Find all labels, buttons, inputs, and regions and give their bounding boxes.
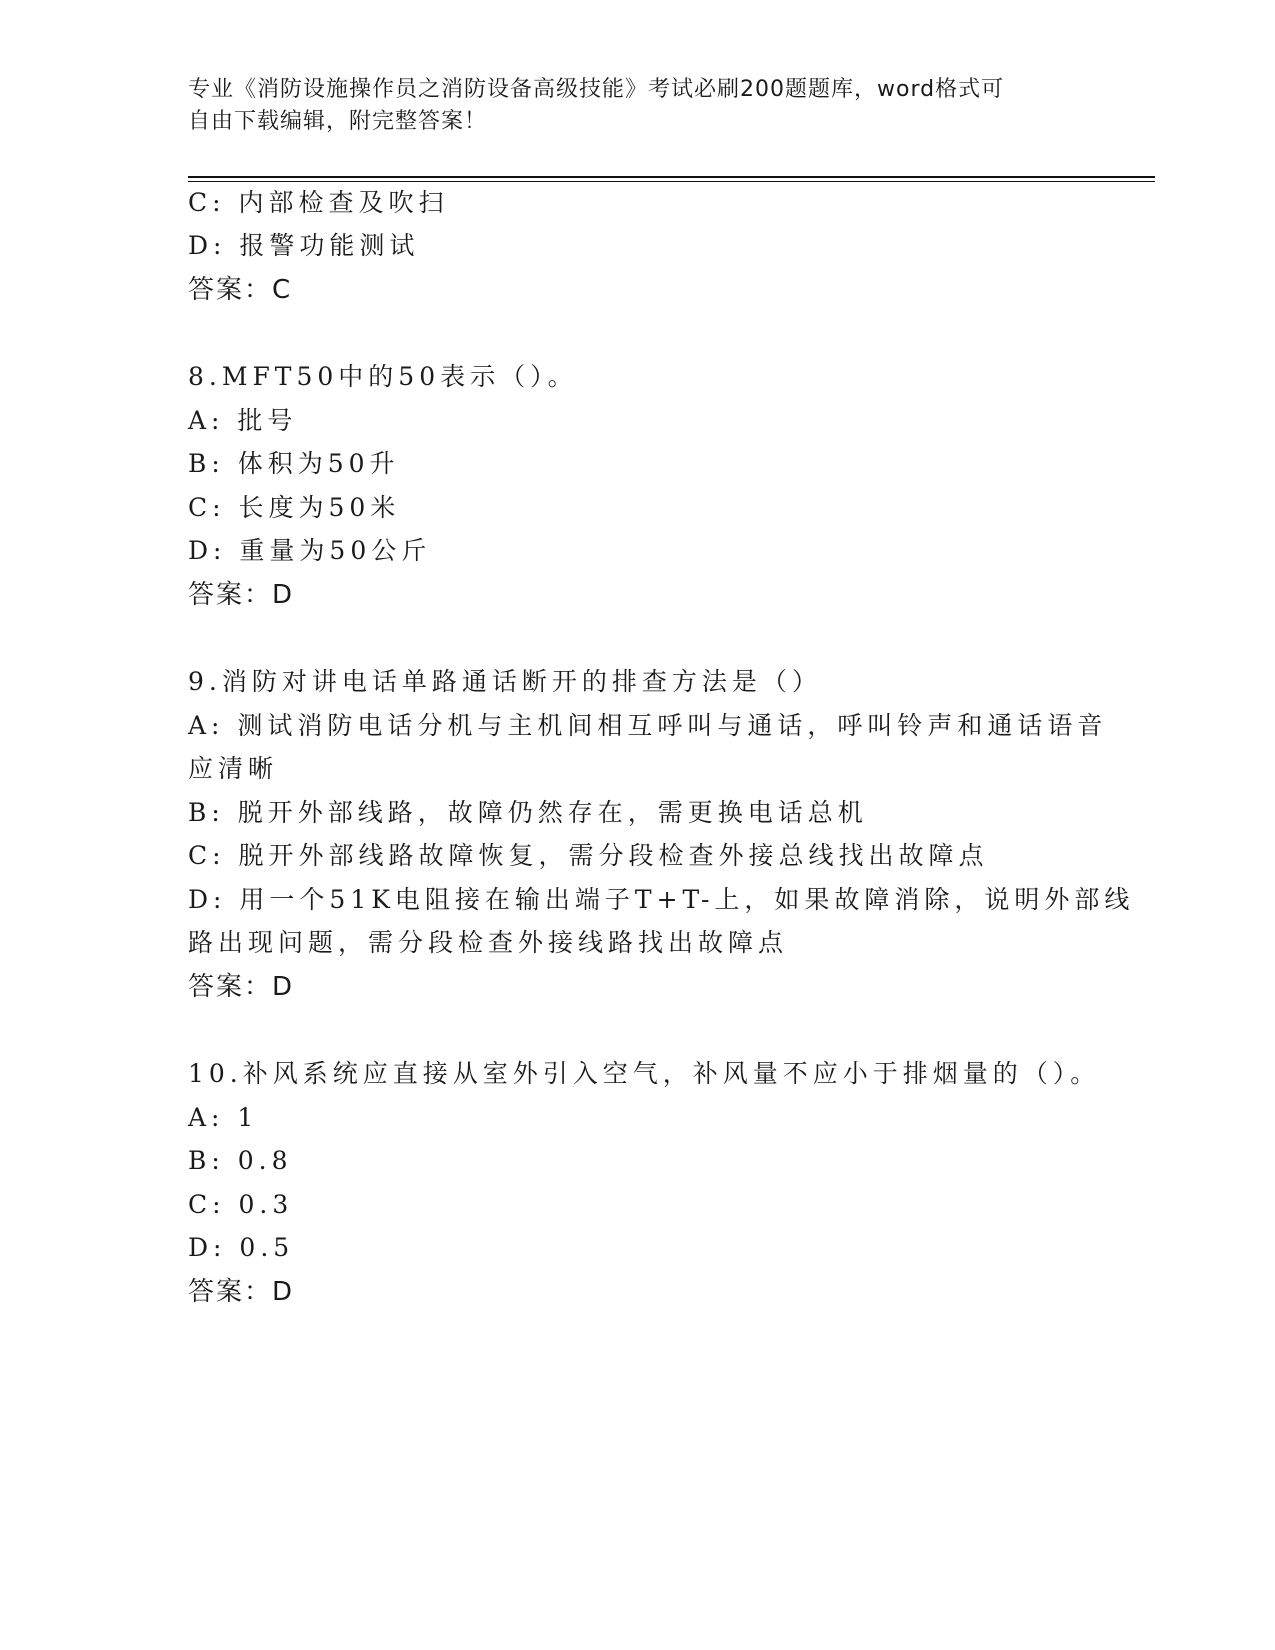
header-title-line-2: 自由下载编辑，附完整答案！ bbox=[188, 109, 488, 134]
q9-option-a-line-2: 应清晰 bbox=[188, 754, 279, 783]
q10-option-a: A: 1 bbox=[188, 1103, 259, 1132]
q7-option-c: C: 内部检查及吹扫 bbox=[188, 188, 449, 217]
q9-option-c: C: 脱开外部线路故障恢复，需分段检查外接总线找出故障点 bbox=[188, 841, 989, 870]
q10-option-d: D: 0.5 bbox=[188, 1233, 295, 1262]
q10-option-b: B: 0.8 bbox=[188, 1146, 293, 1175]
header-divider-thin bbox=[188, 181, 1155, 182]
q8-option-d: D: 重量为50公斤 bbox=[188, 536, 432, 565]
document-header bbox=[188, 74, 1088, 138]
q7-answer: 答案：C bbox=[188, 275, 293, 305]
q8-answer: 答案：D bbox=[188, 580, 295, 610]
q7-option-d: D: 报警功能测试 bbox=[188, 231, 420, 260]
q9-option-b: B: 脱开外部线路，故障仍然存在，需更换电话总机 bbox=[188, 798, 868, 827]
header-title-line-1: 专业《消防设施操作员之消防设备高级技能》考试必刷200题题库，word格式可 bbox=[188, 77, 1005, 102]
q9-option-a-line-1: A: 测试消防电话分机与主机间相互呼叫与通话，呼叫铃声和通话语音 bbox=[188, 711, 1108, 740]
q9-option-d-line-1: D: 用一个51K电阻接在输出端子T+T-上，如果故障消除，说明外部线 bbox=[188, 885, 1135, 914]
q8-option-a: A: 批号 bbox=[188, 406, 298, 435]
q8-question: 8.MFT50中的50表示（）。 bbox=[188, 362, 578, 391]
q9-option-d-line-2: 路出现问题，需分段检查外接线路找出故障点 bbox=[188, 928, 789, 957]
q10-option-c: C: 0.3 bbox=[188, 1190, 294, 1219]
q9-answer: 答案：D bbox=[188, 972, 295, 1002]
q10-question: 10.补风系统应直接从室外引入空气，补风量不应小于排烟量的（）。 bbox=[188, 1059, 1101, 1088]
q10-answer: 答案：D bbox=[188, 1277, 295, 1307]
q8-option-c: C: 长度为50米 bbox=[188, 493, 401, 522]
q9-question: 9.消防对讲电话单路通话断开的排查方法是（） bbox=[188, 667, 822, 696]
q8-option-b: B: 体积为50升 bbox=[188, 449, 400, 478]
header-divider-thick bbox=[188, 176, 1155, 178]
